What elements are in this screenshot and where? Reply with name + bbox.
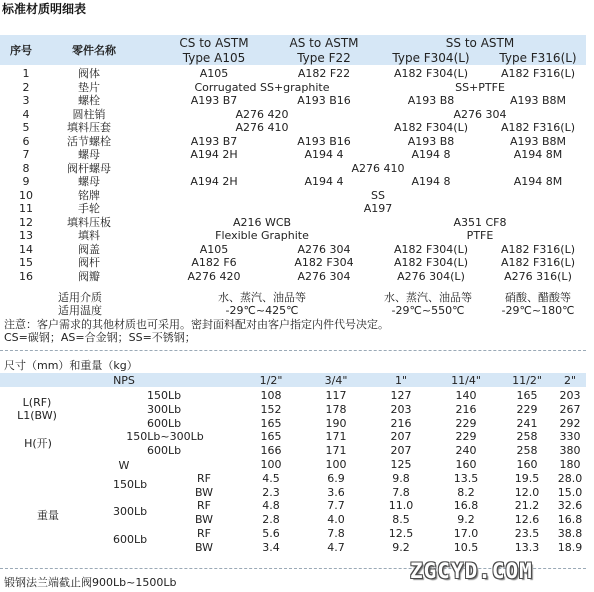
dim-value-cell: 380 xyxy=(559,444,581,458)
dim-value-cell: 203 xyxy=(559,389,581,402)
pressure-class-label: 300Lb xyxy=(146,402,182,416)
dim-value-cell: 8.2 xyxy=(457,485,475,499)
material-cell-ss1: A182 F304(L) xyxy=(393,256,469,269)
dim-value-cell: 241 xyxy=(516,416,538,430)
dim-value-cell: 165 xyxy=(516,389,538,402)
l-bw-label: L1(BW) xyxy=(17,409,57,422)
material-cell-part: 阀盖 xyxy=(78,242,100,256)
dim-value-cell: 166 xyxy=(260,444,282,458)
material-cell-ss2: A193 B8M xyxy=(509,94,567,107)
material-cell-part: 填料 xyxy=(78,229,100,242)
material-cell-cs: A105 xyxy=(199,242,229,256)
material-cell-all: A276 410 xyxy=(351,161,405,175)
h-open-label: H(开) xyxy=(24,437,52,450)
material-cell-csas: Corrugated SS+graphite xyxy=(194,80,330,94)
dim-value-cell: 12.5 xyxy=(388,527,414,540)
dim-value-cell: 9.2 xyxy=(392,540,410,554)
size-header: 1" xyxy=(394,374,408,387)
dim-value-cell: 127 xyxy=(390,389,412,402)
material-cell-ss1: A276 304(L) xyxy=(397,269,465,283)
material-cell-part: 阀体 xyxy=(78,67,100,80)
material-cell-part: 垫片 xyxy=(78,80,100,94)
dim-value-cell: 12.6 xyxy=(514,513,540,527)
dim-value-cell: 171 xyxy=(325,444,347,458)
material-cell-ss2: A194 8M xyxy=(513,175,563,188)
dim-value-cell: 152 xyxy=(260,402,282,416)
header-cs-top: CS to ASTM xyxy=(179,36,249,50)
medium-ss2: 硝酸、醋酸等 xyxy=(505,291,571,304)
material-cell-ss1: A193 B8 xyxy=(407,94,455,107)
dim-value-cell: 160 xyxy=(455,458,477,471)
dim-value-cell: 15.0 xyxy=(557,485,583,499)
material-cell-part: 阀瓣 xyxy=(78,269,100,283)
material-cell-part: 圆柱销 xyxy=(72,107,106,121)
material-cell-no: 5 xyxy=(22,121,30,134)
material-cell-no: 6 xyxy=(22,134,30,148)
material-cell-ss2: A182 F316(L) xyxy=(500,67,576,80)
material-cell-part: 螺母 xyxy=(78,175,100,188)
material-cell-as: A276 304 xyxy=(297,269,351,283)
dim-value-cell: 5.6 xyxy=(262,527,280,540)
medium-label: 适用介质 xyxy=(58,291,102,304)
end-type-label: BW xyxy=(194,485,214,499)
dim-value-cell: 100 xyxy=(325,458,347,471)
dim-value-cell: 4.5 xyxy=(262,471,280,485)
material-cell-ss1: A182 F304(L) xyxy=(393,242,469,256)
dim-value-cell: 3.6 xyxy=(327,485,345,499)
dim-value-cell: 178 xyxy=(325,402,347,416)
dim-value-cell: 180 xyxy=(559,458,581,471)
end-type-label: RF xyxy=(197,499,211,513)
dim-value-cell: 160 xyxy=(516,458,538,471)
material-cell-as: A193 B16 xyxy=(297,94,351,107)
dim-value-cell: 330 xyxy=(559,430,581,444)
dim-value-cell: 203 xyxy=(390,402,412,416)
material-cell-ss2: A276 316(L) xyxy=(504,269,572,283)
material-cell-as: A194 4 xyxy=(304,148,344,161)
dim-value-cell: 21.2 xyxy=(514,499,540,513)
material-cell-part: 螺栓 xyxy=(78,94,100,107)
dim-value-cell: 32.6 xyxy=(557,499,583,513)
material-cell-as: A194 4 xyxy=(304,175,344,188)
weight-label: 重量 xyxy=(37,509,59,522)
dim-value-cell: 17.0 xyxy=(453,527,479,540)
material-cell-csas: A276 420 xyxy=(235,107,289,121)
material-cell-part: 铭牌 xyxy=(78,188,100,202)
header-part: 零件名称 xyxy=(72,44,116,57)
material-cell-ss1: A193 B8 xyxy=(407,134,455,148)
dim-value-cell: 171 xyxy=(325,430,347,444)
dim-value-cell: 2.8 xyxy=(262,513,280,527)
material-cell-cs: A276 420 xyxy=(187,269,241,283)
dim-value-cell: 229 xyxy=(455,416,477,430)
material-cell-part: 螺母 xyxy=(78,148,100,161)
dim-value-cell: 7.7 xyxy=(327,499,345,513)
material-cell-no: 3 xyxy=(22,94,30,107)
dim-value-cell: 165 xyxy=(260,430,282,444)
dim-value-cell: 18.9 xyxy=(557,540,583,554)
temp-label: 适用温度 xyxy=(58,304,102,317)
dim-value-cell: 165 xyxy=(260,416,282,430)
dim-value-cell: 190 xyxy=(325,416,347,430)
size-header: 11/2" xyxy=(512,374,542,387)
nps-label: NPS xyxy=(113,374,135,387)
material-cell-all: A197 xyxy=(363,202,393,215)
end-type-label: RF xyxy=(197,527,211,540)
material-cell-no: 10 xyxy=(19,188,33,202)
temp-ss2: -29℃~180℃ xyxy=(501,304,575,317)
dim-value-cell: 207 xyxy=(390,444,412,458)
end-type-label: RF xyxy=(197,471,211,485)
material-cell-cs: A193 B7 xyxy=(190,94,238,107)
dim-value-cell: 100 xyxy=(260,458,282,471)
material-cell-ss: PTFE xyxy=(466,229,494,242)
dim-value-cell: 292 xyxy=(559,416,581,430)
material-cell-ss: A351 CF8 xyxy=(453,215,507,229)
material-cell-cs: A182 F6 xyxy=(191,256,237,269)
temp-cs-as: -29℃~425℃ xyxy=(225,304,299,317)
material-cell-csas: Flexible Graphite xyxy=(215,229,309,242)
dim-value-cell: 13.5 xyxy=(453,471,479,485)
material-cell-no: 11 xyxy=(19,202,33,215)
material-cell-ss2: A194 8M xyxy=(513,148,563,161)
dim-value-cell: 10.5 xyxy=(453,540,479,554)
material-cell-ss2: A182 F316(L) xyxy=(500,121,576,134)
size-header: 1/2" xyxy=(259,374,283,387)
material-cell-ss1: A182 F304(L) xyxy=(393,67,469,80)
material-cell-all: SS xyxy=(371,188,385,202)
material-cell-part: 手轮 xyxy=(78,202,100,215)
material-cell-part: 阀杆 xyxy=(78,256,100,269)
dim-value-cell: 13.3 xyxy=(514,540,540,554)
material-cell-ss: SS+PTFE xyxy=(455,80,505,94)
dim-value-cell: 12.0 xyxy=(514,485,540,499)
temp-ss1: -29℃~550℃ xyxy=(391,304,465,317)
material-cell-as: A182 F304 xyxy=(294,256,354,269)
dim-value-cell: 11.0 xyxy=(388,499,414,513)
material-cell-cs: A194 2H xyxy=(190,148,238,161)
dim-value-cell: 4.7 xyxy=(327,540,345,554)
watermark-logo: ZGCYD.COM xyxy=(410,559,533,583)
dim-value-cell: 216 xyxy=(455,402,477,416)
material-cell-no: 9 xyxy=(22,175,30,188)
material-cell-ss2: A182 F316(L) xyxy=(500,256,576,269)
dim-value-cell: 125 xyxy=(390,458,412,471)
dim-value-cell: 108 xyxy=(260,389,282,402)
header-no: 序号 xyxy=(10,44,32,57)
material-cell-ss2: A193 B8M xyxy=(509,134,567,148)
dims-title: 尺寸（mm）和重量（kg） xyxy=(4,359,138,372)
material-cell-no: 8 xyxy=(22,161,30,175)
dim-value-cell: 207 xyxy=(390,430,412,444)
footer-caption: 锻钢法兰端截止阀900Lb~1500Lb xyxy=(4,576,177,589)
material-cell-ss: A276 304 xyxy=(453,107,507,121)
dim-value-cell: 23.5 xyxy=(514,527,540,540)
material-cell-part: 填料压套 xyxy=(67,121,111,134)
pressure-class-label: 150Lb xyxy=(146,389,182,402)
material-cell-no: 4 xyxy=(22,107,30,121)
dim-value-cell: 9.8 xyxy=(392,471,410,485)
size-header: 2" xyxy=(563,374,577,387)
material-cell-part: 填料压板 xyxy=(67,215,111,229)
header-as-top: AS to ASTM xyxy=(289,36,359,50)
dim-value-cell: 258 xyxy=(516,444,538,458)
note-line-2: CS=碳钢；AS=合金钢；SS=不锈钢； xyxy=(4,331,196,344)
w-label: W xyxy=(118,459,130,472)
dim-value-cell: 6.9 xyxy=(327,471,345,485)
pressure-class-label: 150Lb xyxy=(112,477,148,491)
material-cell-no: 14 xyxy=(19,242,33,256)
material-cell-cs: A105 xyxy=(199,67,229,80)
page-title: 标准材质明细表 xyxy=(2,2,87,16)
dim-value-cell: 4.0 xyxy=(327,513,345,527)
material-cell-as: A276 304 xyxy=(297,242,351,256)
header-ss1-type: Type F304(L) xyxy=(392,51,470,65)
pressure-class-label: 300Lb xyxy=(112,505,148,519)
dim-value-cell: 16.8 xyxy=(453,499,479,513)
material-cell-ss1: A194 8 xyxy=(411,148,451,161)
header-ss-top: SS to ASTM xyxy=(445,36,515,50)
dim-value-cell: 240 xyxy=(455,444,477,458)
material-cell-part: 阀杆螺母 xyxy=(67,161,111,175)
material-cell-ss1: A182 F304(L) xyxy=(393,121,469,134)
material-cell-no: 2 xyxy=(22,80,30,94)
dim-value-cell: 216 xyxy=(390,416,412,430)
material-cell-part: 活节螺栓 xyxy=(67,134,111,148)
dim-value-cell: 258 xyxy=(516,430,538,444)
dim-value-cell: 140 xyxy=(455,389,477,402)
section-divider xyxy=(0,350,586,351)
medium-cs-as: 水、蒸汽、油品等 xyxy=(218,291,306,304)
material-cell-no: 15 xyxy=(19,256,33,269)
material-cell-cs: A194 2H xyxy=(190,175,238,188)
material-cell-csas: A276 410 xyxy=(235,121,289,134)
material-cell-as: A182 F22 xyxy=(297,67,351,80)
header-cs-type: Type A105 xyxy=(182,51,246,65)
end-type-label: BW xyxy=(194,540,214,554)
dim-value-cell: 7.8 xyxy=(327,527,345,540)
material-cell-no: 12 xyxy=(19,215,33,229)
pressure-class-label: 150Lb~300Lb xyxy=(126,430,204,444)
dim-value-cell: 19.5 xyxy=(514,471,540,485)
material-cell-ss1: A194 8 xyxy=(411,175,451,188)
pressure-class-label: 600Lb xyxy=(112,533,148,546)
size-header: 11/4" xyxy=(451,374,481,387)
dims-header-band xyxy=(0,373,586,387)
material-cell-no: 13 xyxy=(19,229,33,242)
l-rf-label: L(RF) xyxy=(22,396,52,409)
pressure-class-label: 600Lb xyxy=(146,444,182,458)
dim-value-cell: 2.3 xyxy=(262,485,280,499)
material-cell-as: A193 B16 xyxy=(297,134,351,148)
medium-ss1: 水、蒸汽、油品等 xyxy=(384,291,472,304)
end-type-label: BW xyxy=(194,513,214,527)
dim-value-cell: 16.8 xyxy=(557,513,583,527)
header-ss2-type: Type F316(L) xyxy=(499,51,577,65)
dim-value-cell: 9.2 xyxy=(457,513,475,527)
dim-value-cell: 3.4 xyxy=(262,540,280,554)
pressure-class-label: 600Lb xyxy=(146,416,182,430)
material-cell-no: 16 xyxy=(19,269,33,283)
dim-value-cell: 7.8 xyxy=(392,485,410,499)
material-cell-ss2: A182 F316(L) xyxy=(500,242,576,256)
dim-value-cell: 4.8 xyxy=(262,499,280,513)
note-line-1: 注意：客户需求的其他材质也可采用。密封面料配对由客户指定内件代号决定。 xyxy=(4,318,389,331)
dim-value-cell: 38.8 xyxy=(557,527,583,540)
dim-value-cell: 8.5 xyxy=(392,513,410,527)
header-as-type: Type F22 xyxy=(297,51,351,65)
size-header: 3/4" xyxy=(324,374,348,387)
dim-value-cell: 117 xyxy=(325,389,347,402)
dim-value-cell: 28.0 xyxy=(557,471,583,485)
dim-value-cell: 229 xyxy=(455,430,477,444)
material-cell-cs: A193 B7 xyxy=(190,134,238,148)
dim-value-cell: 229 xyxy=(516,402,538,416)
dim-value-cell: 267 xyxy=(559,402,581,416)
material-cell-no: 7 xyxy=(22,148,30,161)
material-cell-csas: A216 WCB xyxy=(232,215,292,229)
material-cell-no: 1 xyxy=(22,67,30,80)
